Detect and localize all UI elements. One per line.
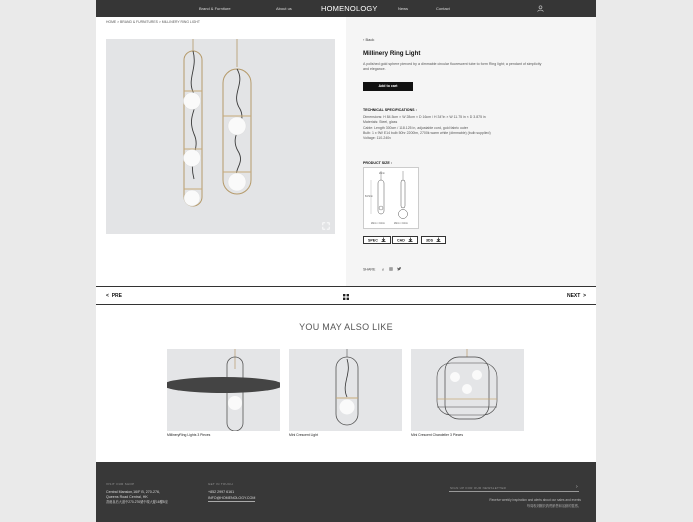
- spec-line: Voltage: 110-240v: [363, 136, 391, 141]
- expand-icon[interactable]: [322, 222, 330, 230]
- download-icon: [436, 237, 441, 242]
- size-label-right: 28cm × 16cm: [394, 223, 408, 225]
- chevron-right-icon: >: [580, 293, 586, 299]
- product-info-panel: [346, 17, 596, 286]
- product-size-diagram: [363, 167, 419, 229]
- size-label-left: 28cm × 16cm: [371, 223, 385, 225]
- pendant-lamp-illustration: [106, 39, 335, 234]
- nav-news[interactable]: News: [398, 6, 409, 11]
- size-label-height: 84.5cm: [365, 195, 373, 198]
- download-cad-button[interactable]: CAD: [392, 236, 418, 244]
- facebook-icon[interactable]: f: [382, 267, 384, 272]
- spec-line: Dimensions: H 84.5cm × W 28cm × D 16cm / H 34"in × W 11.75 in × D 3.875 in: [363, 115, 486, 119]
- chandelier-thumbnail: [411, 349, 524, 431]
- arrow-right-icon[interactable]: ›: [576, 484, 578, 490]
- spec-list: [363, 115, 543, 141]
- twitter-icon[interactable]: [397, 267, 402, 271]
- back-link[interactable]: ‹ Back: [363, 37, 375, 42]
- newsletter-input[interactable]: SIGN UP FOR OUR NEWSLETTER: [450, 486, 507, 490]
- product-description: A polished gold sphere pierced by a dimmable circular fluorescent tube to form Ring light; a pendant of simplicity and elegance.: [363, 62, 542, 72]
- add-to-cart-button[interactable]: Add to cart: [363, 82, 413, 91]
- size-label-top: 28cm: [379, 172, 385, 175]
- logo[interactable]: HOMENOLOGY: [321, 4, 378, 13]
- touch-heading: GET IN TOUCH: [208, 482, 233, 486]
- crescent-light-thumbnail: [289, 349, 402, 431]
- nav-brand-furniture[interactable]: Brand & Furniture: [199, 6, 231, 11]
- newsletter-underline: [449, 491, 579, 492]
- spec-line: Bulb: 1 x 9W E14 bulb 50hr 2200lm, 2700k warm white (dimmable) (bulb supplied): [363, 130, 491, 135]
- product-image[interactable]: [106, 39, 335, 234]
- related-caption-3[interactable]: Mini Crescent Chandelier 3 Pieces: [411, 433, 464, 437]
- chevron-left-icon: <: [106, 293, 112, 299]
- email-link[interactable]: INFO@HOMENOLOGY.COM: [208, 496, 255, 502]
- spec-line: Cable: Length 300cm / 118.125 in, adjustable cord, gold fabric outer: [363, 125, 469, 130]
- download-3ds-button[interactable]: 3DS: [421, 236, 446, 244]
- footer: [96, 462, 596, 522]
- share-label: SHARE: [363, 267, 376, 272]
- related-heading: YOU MAY ALSO LIKE: [299, 322, 393, 332]
- visit-heading: VISIT OUR SHOP: [106, 482, 135, 486]
- ring-light-thumbnail: [167, 349, 280, 431]
- nav-contact[interactable]: Contact: [436, 6, 450, 11]
- share-row: [363, 267, 401, 272]
- shop-address: Central Mansion,16/F B, 270-276, Queens Road Central, HK 香港皇后大道中270-276號中環大廈16樓B室: [106, 490, 168, 505]
- related-caption-1[interactable]: MillineryRing Lights 3 Pieces: [167, 433, 211, 437]
- instagram-icon[interactable]: [389, 267, 393, 271]
- newsletter-text-cn: 每周收到關於我們銷售和活動的靈感。: [526, 504, 581, 508]
- download-icon: [381, 237, 386, 242]
- grid-icon[interactable]: [343, 294, 349, 300]
- related-card-1[interactable]: [167, 349, 280, 431]
- spec-line: Materials: Steel, glass: [363, 120, 398, 125]
- chevron-left-icon: ‹: [363, 37, 366, 42]
- phone[interactable]: +852 2997 6161: [208, 490, 235, 494]
- breadcrumb[interactable]: HOME > BRAND & FURNITURES > MILLINERY RING LIGHT: [106, 20, 200, 24]
- related-caption-2[interactable]: Mini Crescent Light: [289, 433, 319, 437]
- related-card-2[interactable]: [289, 349, 402, 431]
- top-nav: [96, 0, 596, 17]
- download-spec-button[interactable]: SPEC: [363, 236, 391, 244]
- spec-title: TECHNICAL SPECIFICATIONS :: [363, 108, 417, 112]
- product-title: Millinery Ring Light: [363, 50, 421, 57]
- related-card-3[interactable]: [411, 349, 524, 431]
- product-pager: [96, 286, 596, 305]
- user-icon[interactable]: [537, 5, 544, 12]
- prev-button[interactable]: < PRE: [106, 293, 122, 299]
- size-drawing: [364, 168, 420, 230]
- page: [96, 0, 596, 522]
- download-icon: [408, 237, 413, 242]
- next-button[interactable]: NEXT >: [566, 293, 586, 299]
- nav-about[interactable]: About us: [276, 6, 292, 11]
- newsletter-text-en: Receive weekly inspiration and alerts about our sales and events: [489, 498, 581, 502]
- product-size-title: PRODUCT SIZE :: [363, 161, 392, 165]
